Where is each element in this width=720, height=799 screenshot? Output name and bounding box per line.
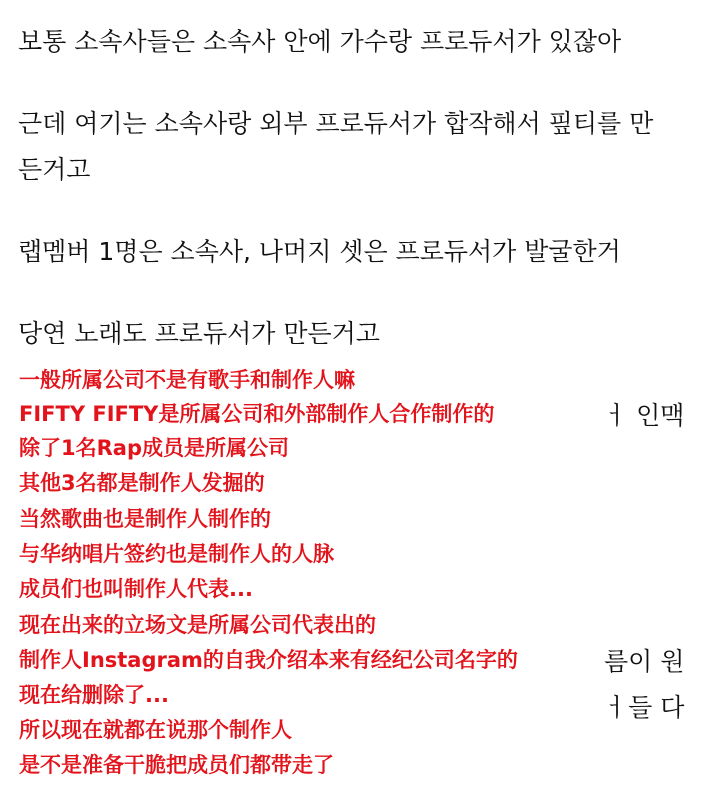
korean-line-1: 보통 소속사들은 소속사 안에 가수랑 프로듀서가 있잖아 — [18, 27, 622, 56]
chinese-line-8: 现在出来的立场文是所属公司代表出的 — [19, 613, 376, 637]
korean-line-3: 랩멤버 1명은 소속사, 나머지 셋은 프로듀서가 발굴한거 — [18, 237, 621, 266]
chinese-line-4: 其他3名都是制作人发掘的 — [19, 471, 265, 495]
chinese-line-1: 一般所属公司不是有歌手和制作人嘛 — [19, 368, 355, 392]
korean-fragment-2: 름이 원 — [604, 647, 685, 676]
korean-line-4: 당연 노래도 프로듀서가 만든거고 — [18, 319, 380, 348]
chinese-line-11: 所以现在就都在说那个制作人 — [19, 718, 292, 742]
chinese-line-7: 成员们也叫制作人代表... — [19, 577, 253, 601]
chinese-line-9: 制作人Instagram的自我介绍本来有经纪公司名字的 — [19, 648, 518, 672]
chinese-line-12: 是不是准备干脆把成员们都带走了 — [19, 753, 334, 777]
chinese-line-10: 现在给删除了... — [19, 683, 169, 707]
korean-line-2a: 근데 여기는 소속사랑 외부 프로듀서가 합작해서 핖티를 만 — [18, 109, 654, 138]
chinese-line-2: FIFTY FIFTY是所属公司和外部制作人合作制作的 — [19, 402, 495, 426]
chinese-line-3: 除了1名Rap成员是所属公司 — [19, 436, 289, 460]
chinese-line-5: 当然歌曲也是制作人制作的 — [19, 507, 271, 531]
korean-fragment-1: ㅓ 인맥 — [604, 401, 685, 430]
korean-line-2b: 든거고 — [18, 155, 91, 184]
chinese-line-6: 与华纳唱片签约也是制作人的人脉 — [19, 542, 334, 566]
korean-fragment-3: ㅓ들 다 — [604, 693, 685, 722]
